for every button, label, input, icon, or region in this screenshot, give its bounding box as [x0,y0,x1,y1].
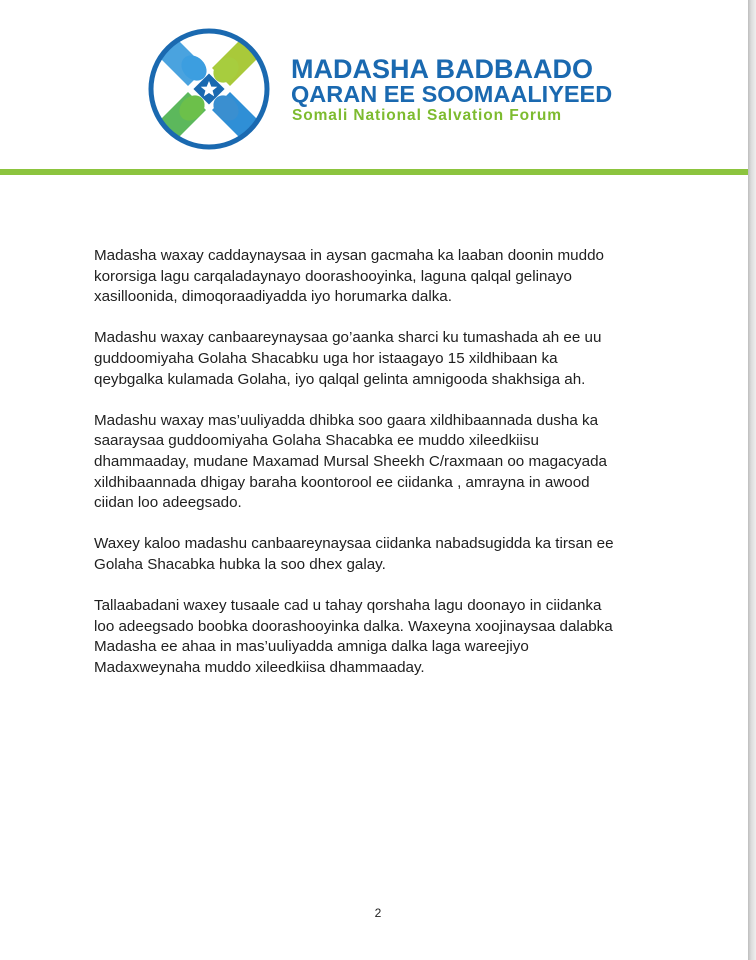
paragraph: Tallaabadani waxey tusaale cad u tahay qorshaha lagu doonayo in ciidanka loo adeegsado boobka doorashooyinka dalka. Waxeyna xoojinaysaa dalabka Madasha ee ahaa in mas’uuliyadda amniga dalka laga wareejiyo Madaxweynaha muddo xileedkiisa dhammaaday. [94,597,613,676]
org-name-somali-line1: MADASHA BADBAADO [291,54,593,84]
paragraph: Madashu waxay canbaareynaysaa go’aanka sharci ku tumashada ah ee uu guddoomiyaha Golaha Shacabku uga hor istaagayo 15 xildhibaan ka qeybgalka kulamada Golaha, iyo qalqal gelinta amnigooda shakhsiga ah. [94,329,602,388]
paragraph: Madasha waxay caddaynaysaa in aysan gacmaha ka laaban doonin muddo kororsiga lagu carqaladaynayo doorashooyinka, laguna qalqal gelinayo xasilloonida, dimoqoraadiyadda iyo horumarka dalka. [94,247,604,306]
paragraph: Madashu waxay mas’uuliyadda dhibka soo gaara xildhibaannada dusha ka saaraysaa guddoomiyaha Golaha Shacabka ee muddo xileedkiisu dhammaaday, mudane Maxamad Mursal Sheekh C/raxmaan oo magacyada xildhibaannada dhigay baraha koontorool ee ciidanka , amrayna in awood ciidan loo adeegsado. [94,411,607,512]
document-body [94,246,674,699]
org-name-somali-line2: QARAN EE SOOMAALIYEED [291,81,613,107]
page-edge-shadow [748,0,756,960]
header-divider [0,169,748,175]
page-number: 2 [374,906,382,920]
org-name-english: Somali National Salvation Forum [292,107,562,124]
paragraph: Waxey kaloo madashu canbaareynaysaa ciidanka nabadsugidda ka tirsan ee Golaha Shacabka hubka la soo dhex galay. [94,535,614,573]
clasped-hands-star-logo-icon [146,26,272,152]
